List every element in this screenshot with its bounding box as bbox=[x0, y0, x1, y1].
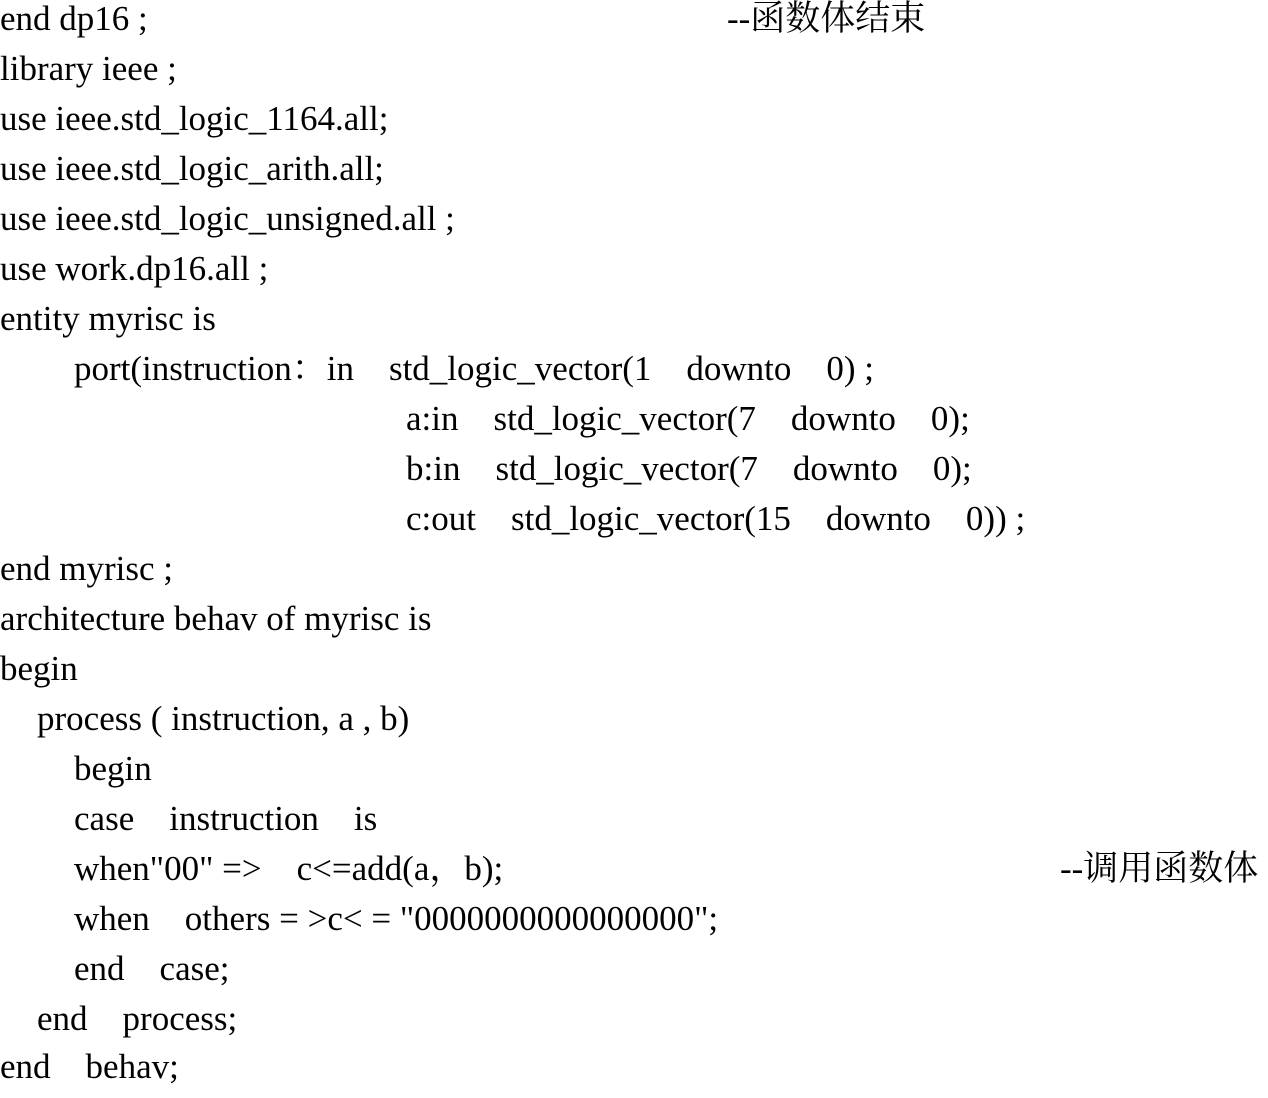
code-line-21: end process; bbox=[37, 999, 238, 1038]
code-line-7: entity myrisc is bbox=[0, 299, 216, 338]
code-line-1: end dp16 ; bbox=[0, 0, 148, 38]
code-line-14: begin bbox=[0, 649, 78, 688]
code-line-12: end myrisc ; bbox=[0, 549, 174, 588]
code-line-18: when"00" => c<=add(a，b); bbox=[74, 849, 504, 888]
code-line-9: a:in std_logic_vector(7 downto 0); bbox=[406, 399, 970, 438]
code-line-5: use ieee.std_logic_unsigned.all ; bbox=[0, 199, 455, 238]
code-line-16: begin bbox=[74, 749, 152, 788]
code-line-8: port(instruction：in std_logic_vector(1 downto 0) ; bbox=[74, 349, 875, 388]
code-line-6: use work.dp16.all ; bbox=[0, 249, 269, 288]
comment-function-body-end: --函数体结束 bbox=[727, 0, 926, 38]
code-line-13: architecture behav of myrisc is bbox=[0, 599, 432, 638]
code-line-20: end case; bbox=[74, 949, 230, 988]
code-line-22: end behav; bbox=[0, 1047, 179, 1086]
code-line-15: process ( instruction, a , b) bbox=[37, 699, 410, 738]
code-line-2: library ieee ; bbox=[0, 49, 177, 88]
code-line-3: use ieee.std_logic_1164.all; bbox=[0, 99, 389, 138]
code-line-11: c:out std_logic_vector(15 downto 0)) ; bbox=[406, 499, 1026, 538]
code-line-10: b:in std_logic_vector(7 downto 0); bbox=[406, 449, 972, 488]
code-line-19: when others = >c< = "0000000000000000"; bbox=[74, 899, 719, 938]
code-line-4: use ieee.std_logic_arith.all; bbox=[0, 149, 384, 188]
code-line-17: case instruction is bbox=[74, 799, 378, 838]
comment-call-function-body: --调用函数体 bbox=[1060, 849, 1259, 888]
